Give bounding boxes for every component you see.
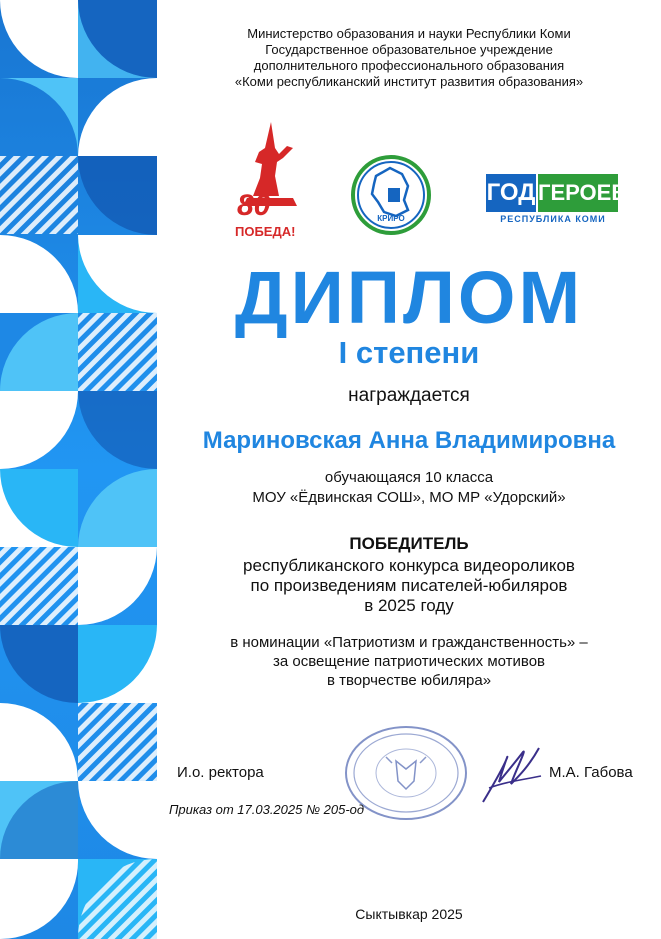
contest-line: республиканского конкурса видеороликов: [243, 556, 575, 575]
contest-line: в 2025 году: [364, 596, 454, 615]
victory-number: 80: [237, 189, 271, 222]
heroes-subtitle: РЕСПУБЛИКА КОМИ: [500, 214, 606, 224]
contest-line: по произведениям писателей-юбиляров: [250, 576, 568, 595]
issuer-header: [157, 26, 661, 90]
order-reference: Приказ от 17.03.2025 № 205-од: [169, 802, 365, 817]
diploma-content: [157, 0, 661, 939]
victory-80-logo: [235, 118, 305, 244]
winner-label: ПОБЕДИТЕЛЬ: [349, 534, 469, 553]
nomination-description: [157, 633, 661, 690]
header-line: «Коми республиканский институт развития образования»: [234, 74, 584, 89]
heroes-geroev-block: ГЕРОЕВ: [538, 174, 618, 212]
city-year: Сыктывкар 2025: [355, 906, 463, 922]
signer-position: И.о. ректора: [177, 764, 264, 781]
nomination-line: в творчестве юбиляра»: [326, 672, 492, 689]
komi-map-icon: [350, 154, 432, 236]
nomination-line: за освещение патриотических мотивов: [273, 653, 545, 670]
header-line: дополнительного профессионального образования: [253, 58, 565, 73]
decorative-sidebar: [0, 0, 157, 939]
diploma-title: ДИПЛОМ: [234, 256, 584, 339]
student-school: МОУ «Ёдвинская СОШ», МО МР «Удорский»: [252, 489, 566, 506]
victory-text: ПОБЕДА!: [235, 224, 296, 239]
student-info: [157, 468, 661, 508]
contest-description: [157, 556, 661, 616]
handwritten-signature-icon: [477, 738, 547, 808]
rector-signature: [477, 738, 547, 813]
signer-name: М.А. Габова: [549, 764, 633, 781]
kriro-text: КРИРО: [377, 214, 405, 223]
header-line: Государственное образовательное учреждение: [265, 42, 553, 57]
year-of-heroes-logo: [486, 174, 628, 226]
diploma-degree: I степени: [338, 335, 480, 370]
student-grade: обучающаяся 10 класса: [324, 469, 494, 486]
nomination-line: в номинации «Патриотизм и гражданственность» –: [230, 634, 588, 651]
kriro-logo: [350, 154, 432, 236]
header-line: Министерство образования и науки Республики Коми: [247, 26, 571, 41]
heroes-god-block: ГОД: [486, 174, 536, 212]
awarded-label: награждается: [348, 385, 470, 406]
recipient-name: Мариновская Анна Владимировна: [202, 427, 616, 454]
